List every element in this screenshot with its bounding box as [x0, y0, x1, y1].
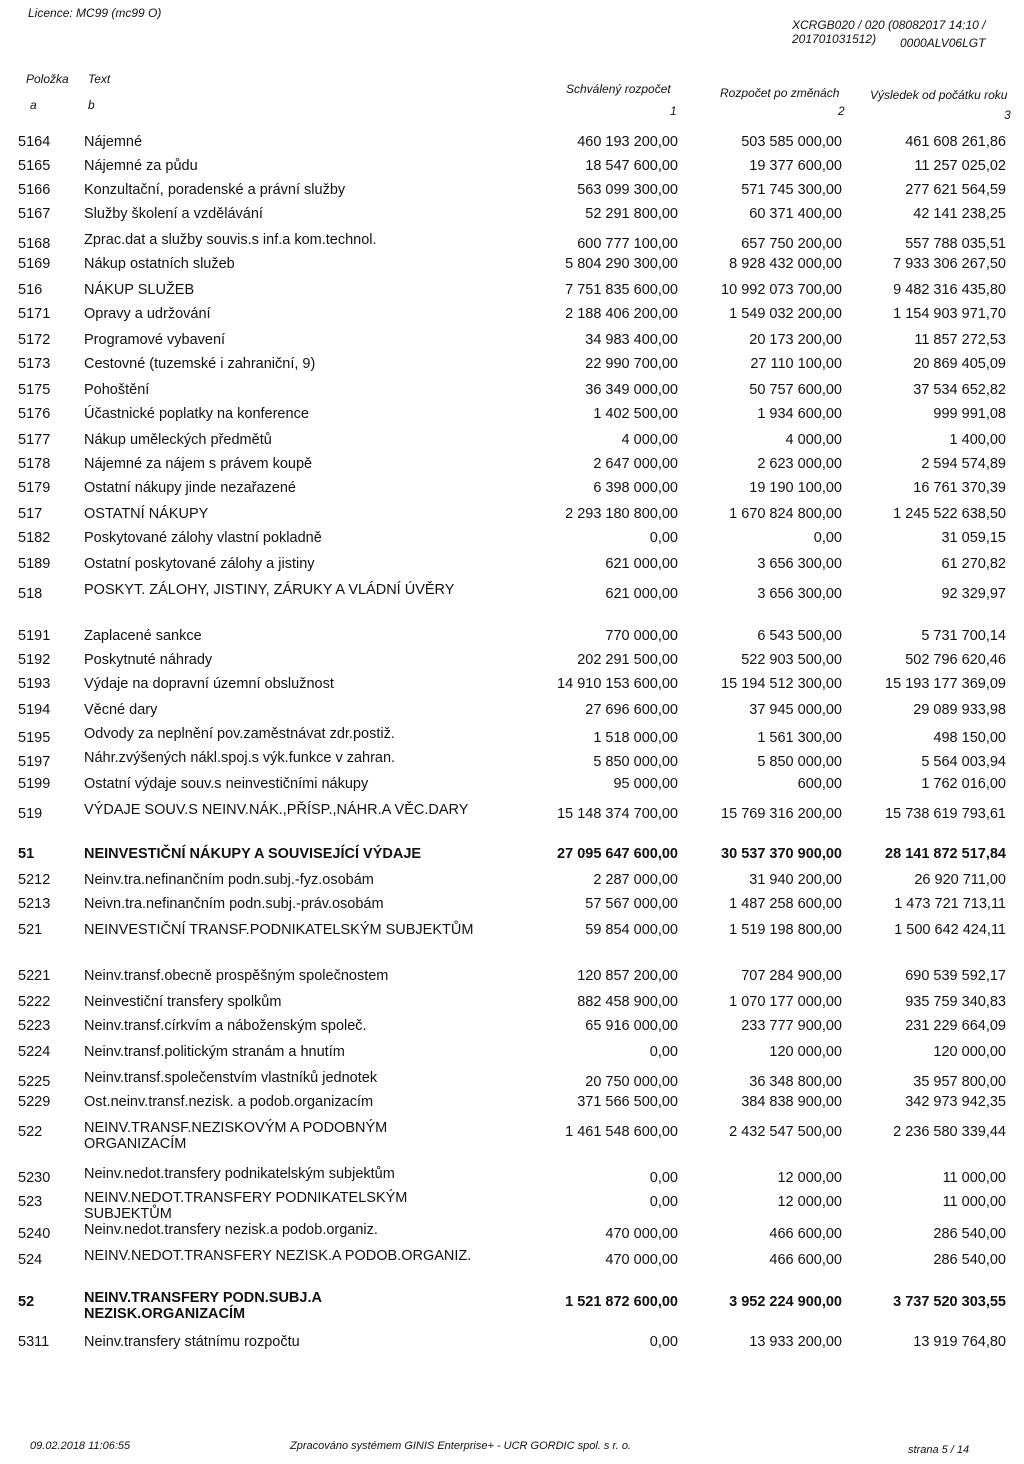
row-result: 16 761 370,39 — [913, 480, 1006, 496]
row-approved: 57 567 000,00 — [585, 896, 678, 912]
col-header-amended-sub: 2 — [838, 104, 845, 118]
row-result: 1 762 016,00 — [921, 776, 1006, 792]
row-result: 935 759 340,83 — [905, 994, 1006, 1010]
row-text: Neinvestiční transfery spolkům — [84, 994, 282, 1010]
row-code: 5222 — [18, 994, 51, 1010]
row-amended: 1 561 300,00 — [757, 730, 842, 746]
row-code: 517 — [18, 506, 43, 522]
row-approved: 470 000,00 — [605, 1226, 678, 1242]
row-approved: 20 750 000,00 — [585, 1074, 678, 1090]
row-code: 5230 — [18, 1170, 51, 1186]
row-code: 516 — [18, 282, 43, 298]
row-approved: 621 000,00 — [605, 586, 678, 602]
row-amended: 19 377 600,00 — [749, 158, 842, 174]
row-approved: 2 293 180 800,00 — [565, 506, 678, 522]
col-header-result-sub: 3 — [1004, 108, 1011, 122]
row-code: 5225 — [18, 1074, 51, 1090]
licence-label: Licence: MC99 (mc99 O) — [28, 6, 162, 20]
row-approved: 0,00 — [649, 1194, 678, 1210]
row-approved: 59 854 000,00 — [585, 922, 678, 938]
row-amended: 12 000,00 — [777, 1170, 842, 1186]
row-amended: 3 656 300,00 — [757, 586, 842, 602]
row-text: Nájemné za půdu — [84, 158, 198, 174]
row-approved: 770 000,00 — [605, 628, 678, 644]
row-approved: 371 566 500,00 — [577, 1094, 678, 1110]
row-text: Věcné dary — [84, 702, 158, 718]
row-text: Neinv.transf.církvím a náboženským společ. — [84, 1018, 367, 1034]
row-approved: 65 916 000,00 — [585, 1018, 678, 1034]
col-header-text-sub: b — [88, 98, 95, 112]
row-code: 5197 — [18, 754, 51, 770]
row-amended: 1 670 824 800,00 — [729, 506, 842, 522]
row-approved: 2 287 000,00 — [593, 872, 678, 888]
row-text: Programové vybavení — [84, 332, 226, 348]
row-code: 5168 — [18, 236, 51, 252]
row-approved: 1 402 500,00 — [593, 406, 678, 422]
report-id: 0000ALV06LGT — [900, 36, 986, 50]
row-text: Neinv.nedot.transfery podnikatelským subjektům — [84, 1166, 395, 1182]
row-code: 5229 — [18, 1094, 51, 1110]
row-approved: 52 291 800,00 — [585, 206, 678, 222]
row-result: 7 933 306 267,50 — [893, 256, 1006, 272]
row-amended: 12 000,00 — [777, 1194, 842, 1210]
row-result: 277 621 564,59 — [905, 182, 1006, 198]
row-text: NEINV.TRANSFERY PODN.SUBJ.A NEZISK.ORGANIZACÍM — [84, 1290, 322, 1322]
row-code: 523 — [18, 1194, 43, 1210]
row-amended: 120 000,00 — [769, 1044, 842, 1060]
col-header-amended: Rozpočet po změnách — [720, 86, 840, 100]
row-code: 5193 — [18, 676, 51, 692]
row-code: 5166 — [18, 182, 51, 198]
row-result: 11 857 272,53 — [914, 332, 1006, 348]
row-text: Neinv.transf.politickým stranám a hnutím — [84, 1044, 345, 1060]
row-result: 1 154 903 971,70 — [893, 306, 1006, 322]
row-code: 5195 — [18, 730, 51, 746]
row-result: 2 594 574,89 — [921, 456, 1006, 472]
row-amended: 657 750 200,00 — [741, 236, 842, 252]
row-amended: 384 838 900,00 — [741, 1094, 842, 1110]
row-code: 52 — [18, 1294, 35, 1310]
row-text: NEINV.NEDOT.TRANSFERY NEZISK.A PODOB.ORGANIZ. — [84, 1248, 472, 1264]
row-text: Poskytnuté náhrady — [84, 652, 213, 668]
row-amended: 20 173 200,00 — [749, 332, 842, 348]
row-amended: 6 543 500,00 — [757, 628, 842, 644]
row-result: 5 731 700,14 — [921, 628, 1006, 644]
row-result: 42 141 238,25 — [913, 206, 1006, 222]
row-text: NEINV.NEDOT.TRANSFERY PODNIKATELSKÝM SUBJEKTŮM — [84, 1190, 408, 1222]
row-amended: 2 432 547 500,00 — [729, 1124, 842, 1140]
row-text: Neinv.tra.nefinančním podn.subj.-fyz.osobám — [84, 872, 374, 888]
row-result: 61 270,82 — [941, 556, 1006, 572]
row-code: 5192 — [18, 652, 51, 668]
row-approved: 27 696 600,00 — [585, 702, 678, 718]
report-code: XCRGB020 / 020 (08082017 14:10 / 201701031512) — [792, 18, 986, 46]
row-text: Neinv.transfery státnímu rozpočtu — [84, 1334, 300, 1350]
row-result: 15 193 177 369,09 — [885, 676, 1006, 692]
row-approved: 202 291 500,00 — [577, 652, 678, 668]
row-result: 11 257 025,02 — [914, 158, 1006, 174]
produced-by: Zpracováno systémem GINIS Enterprise+ - UCR GORDIC spol. s r. o. — [290, 1440, 631, 1452]
row-approved: 0,00 — [649, 530, 678, 546]
row-text: Služby školení a vzdělávání — [84, 206, 263, 222]
row-code: 5189 — [18, 556, 51, 572]
row-approved: 18 547 600,00 — [585, 158, 678, 174]
row-amended: 571 745 300,00 — [741, 182, 842, 198]
row-text: Konzultační, poradenské a právní služby — [84, 182, 346, 198]
col-header-result: Výsledek od počátku roku — [870, 88, 1008, 102]
row-approved: 621 000,00 — [605, 556, 678, 572]
row-approved: 460 193 200,00 — [577, 134, 678, 150]
row-result: 690 539 592,17 — [905, 968, 1006, 984]
row-result: 502 796 620,46 — [905, 652, 1006, 668]
row-amended: 13 933 200,00 — [749, 1334, 842, 1350]
row-text: Ost.neinv.transf.nezisk. a podob.organizacím — [84, 1094, 374, 1110]
row-code: 5213 — [18, 896, 51, 912]
row-approved: 470 000,00 — [605, 1252, 678, 1268]
row-amended: 503 585 000,00 — [741, 134, 842, 150]
row-approved: 0,00 — [649, 1170, 678, 1186]
row-code: 5175 — [18, 382, 51, 398]
row-amended: 8 928 432 000,00 — [729, 256, 842, 272]
row-amended: 31 940 200,00 — [749, 872, 842, 888]
row-amended: 3 952 224 900,00 — [729, 1294, 842, 1310]
row-approved: 4 000,00 — [621, 432, 678, 448]
row-approved: 120 857 200,00 — [577, 968, 678, 984]
row-result: 231 229 664,09 — [905, 1018, 1006, 1034]
row-code: 5194 — [18, 702, 51, 718]
row-amended: 1 487 258 600,00 — [729, 896, 842, 912]
row-result: 31 059,15 — [941, 530, 1006, 546]
row-result: 342 973 942,35 — [905, 1094, 1006, 1110]
row-amended: 466 600,00 — [769, 1226, 842, 1242]
row-code: 5179 — [18, 480, 51, 496]
row-code: 5165 — [18, 158, 51, 174]
col-header-text: Text — [88, 72, 111, 86]
row-result: 286 540,00 — [933, 1226, 1006, 1242]
row-amended: 19 190 100,00 — [749, 480, 842, 496]
row-amended: 30 537 370 900,00 — [721, 846, 842, 862]
row-code: 519 — [18, 806, 43, 822]
row-amended: 15 769 316 200,00 — [721, 806, 842, 822]
row-result: 20 869 405,09 — [913, 356, 1006, 372]
row-approved: 2 188 406 200,00 — [565, 306, 678, 322]
row-result: 461 608 261,86 — [905, 134, 1006, 150]
row-code: 5224 — [18, 1044, 51, 1060]
col-header-approved-sub: 1 — [670, 104, 677, 118]
row-code: 524 — [18, 1252, 43, 1268]
row-amended: 37 945 000,00 — [749, 702, 842, 718]
row-code: 5177 — [18, 432, 51, 448]
row-text: NEINV.TRANSF.NEZISKOVÝM A PODOBNÝM ORGANIZACÍM — [84, 1120, 388, 1152]
row-approved: 6 398 000,00 — [593, 480, 678, 496]
row-result: 3 737 520 303,55 — [893, 1294, 1006, 1310]
row-code: 5221 — [18, 968, 51, 984]
row-text: Neinv.transf.obecně prospěšným společnostem — [84, 968, 389, 984]
row-approved: 5 850 000,00 — [593, 754, 678, 770]
row-result: 5 564 003,94 — [921, 754, 1006, 770]
row-result: 1 400,00 — [949, 432, 1006, 448]
row-text: Odvody za neplnění pov.zaměstnávat zdr.postiž. — [84, 726, 395, 742]
row-amended: 600,00 — [797, 776, 842, 792]
row-text: Zprac.dat a služby souvis.s inf.a kom.technol. — [84, 232, 377, 248]
row-code: 5311 — [18, 1334, 50, 1350]
page-number: strana 5 / 14 — [908, 1444, 970, 1456]
col-header-item-sub: a — [30, 98, 37, 112]
row-result: 29 089 933,98 — [913, 702, 1006, 718]
row-text: NEINVESTIČNÍ TRANSF.PODNIKATELSKÝM SUBJEKTŮM — [84, 922, 474, 938]
row-approved: 0,00 — [649, 1044, 678, 1060]
row-text: OSTATNÍ NÁKUPY — [84, 506, 209, 522]
row-approved: 15 148 374 700,00 — [557, 806, 678, 822]
row-text: Neinv.nedot.transfery nezisk.a podob.organiz. — [84, 1222, 378, 1238]
row-result: 92 329,97 — [941, 586, 1006, 602]
row-approved: 600 777 100,00 — [577, 236, 678, 252]
row-text: Zaplacené sankce — [84, 628, 202, 644]
row-code: 5169 — [18, 256, 51, 272]
row-text: Nájemné za nájem s právem koupě — [84, 456, 313, 472]
row-approved: 5 804 290 300,00 — [565, 256, 678, 272]
row-approved: 7 751 835 600,00 — [565, 282, 678, 298]
row-code: 5176 — [18, 406, 51, 422]
row-text: Cestovné (tuzemské i zahraniční, 9) — [84, 356, 316, 372]
row-result: 26 920 711,00 — [914, 872, 1006, 888]
row-amended: 0,00 — [813, 530, 842, 546]
row-amended: 36 348 800,00 — [749, 1074, 842, 1090]
row-amended: 3 656 300,00 — [757, 556, 842, 572]
row-amended: 1 549 032 200,00 — [729, 306, 842, 322]
row-result: 15 738 619 793,61 — [885, 806, 1006, 822]
row-approved: 36 349 000,00 — [585, 382, 678, 398]
row-code: 5182 — [18, 530, 51, 546]
row-approved: 0,00 — [649, 1334, 678, 1350]
row-text: Výdaje na dopravní územní obslužnost — [84, 676, 334, 692]
row-text: Nájemné — [84, 134, 143, 150]
row-result: 11 000,00 — [942, 1194, 1006, 1210]
row-result: 28 141 872 517,84 — [885, 846, 1006, 862]
row-text: Ostatní poskytované zálohy a jistiny — [84, 556, 315, 572]
row-approved: 563 099 300,00 — [577, 182, 678, 198]
row-code: 521 — [18, 922, 43, 938]
row-result: 120 000,00 — [933, 1044, 1006, 1060]
row-code: 5173 — [18, 356, 51, 372]
row-approved: 882 458 900,00 — [577, 994, 678, 1010]
row-text: Neivn.tra.nefinančním podn.subj.-práv.osobám — [84, 896, 384, 912]
row-amended: 2 623 000,00 — [757, 456, 842, 472]
row-result: 11 000,00 — [942, 1170, 1006, 1186]
row-code: 51 — [18, 846, 35, 862]
row-text: POSKYT. ZÁLOHY, JISTINY, ZÁRUKY A VLÁDNÍ ÚVĚRY — [84, 582, 455, 598]
row-code: 5172 — [18, 332, 51, 348]
row-result: 2 236 580 339,44 — [893, 1124, 1006, 1140]
row-result: 13 919 764,80 — [913, 1334, 1006, 1350]
row-approved: 22 990 700,00 — [585, 356, 678, 372]
row-text: Pohoštění — [84, 382, 150, 398]
row-result: 1 500 642 424,11 — [894, 922, 1006, 938]
row-amended: 4 000,00 — [785, 432, 842, 448]
row-text: Ostatní nákupy jinde nezařazené — [84, 480, 296, 496]
row-result: 1 245 522 638,50 — [893, 506, 1006, 522]
row-approved: 2 647 000,00 — [593, 456, 678, 472]
row-text: Opravy a udržování — [84, 306, 211, 322]
row-amended: 60 371 400,00 — [749, 206, 842, 222]
row-result: 286 540,00 — [933, 1252, 1006, 1268]
row-approved: 1 521 872 600,00 — [565, 1294, 678, 1310]
row-amended: 50 757 600,00 — [749, 382, 842, 398]
row-code: 518 — [18, 586, 43, 602]
row-amended: 1 519 198 800,00 — [729, 922, 842, 938]
row-code: 5171 — [18, 306, 51, 322]
row-result: 9 482 316 435,80 — [893, 282, 1006, 298]
row-amended: 27 110 100,00 — [750, 356, 842, 372]
row-code: 5212 — [18, 872, 51, 888]
row-text: VÝDAJE SOUV.S NEINV.NÁK.,PŘÍSP.,NÁHR.A VĚC.DARY — [84, 802, 469, 818]
row-code: 5223 — [18, 1018, 51, 1034]
row-result: 35 957 800,00 — [913, 1074, 1006, 1090]
row-result: 999 991,08 — [933, 406, 1006, 422]
row-amended: 466 600,00 — [769, 1252, 842, 1268]
row-amended: 15 194 512 300,00 — [721, 676, 842, 692]
row-amended: 522 903 500,00 — [741, 652, 842, 668]
col-header-approved: Schválený rozpočet — [566, 82, 671, 96]
row-amended: 1 934 600,00 — [757, 406, 842, 422]
row-result: 37 534 652,82 — [913, 382, 1006, 398]
row-code: 5167 — [18, 206, 51, 222]
row-result: 557 788 035,51 — [905, 236, 1006, 252]
print-timestamp: 09.02.2018 11:06:55 — [30, 1440, 131, 1452]
row-approved: 34 983 400,00 — [585, 332, 678, 348]
row-text: Neinv.transf.společenstvím vlastníků jednotek — [84, 1070, 378, 1086]
col-header-item: Položka — [26, 72, 69, 86]
row-amended: 10 992 073 700,00 — [721, 282, 842, 298]
row-amended: 5 850 000,00 — [757, 754, 842, 770]
row-approved: 1 518 000,00 — [593, 730, 678, 746]
row-code: 5199 — [18, 776, 51, 792]
row-text: NÁKUP SLUŽEB — [84, 282, 195, 298]
row-amended: 707 284 900,00 — [741, 968, 842, 984]
row-approved: 27 095 647 600,00 — [557, 846, 678, 862]
row-text: Náhr.zvýšených nákl.spoj.s výk.funkce v zahran. — [84, 750, 396, 766]
row-code: 522 — [18, 1124, 43, 1140]
row-amended: 1 070 177 000,00 — [729, 994, 842, 1010]
row-code: 5191 — [18, 628, 51, 644]
row-approved: 95 000,00 — [613, 776, 678, 792]
row-result: 498 150,00 — [933, 730, 1006, 746]
row-approved: 14 910 153 600,00 — [557, 676, 678, 692]
row-text: Poskytované zálohy vlastní pokladně — [84, 530, 322, 546]
row-text: Ostatní výdaje souv.s neinvestičními nákupy — [84, 776, 369, 792]
row-amended: 233 777 900,00 — [741, 1018, 842, 1034]
row-code: 5178 — [18, 456, 51, 472]
row-code: 5240 — [18, 1226, 51, 1242]
row-text: Nákup ostatních služeb — [84, 256, 235, 272]
row-text: NEINVESTIČNÍ NÁKUPY A SOUVISEJÍCÍ VÝDAJE — [84, 846, 422, 862]
row-text: Nákup uměleckých předmětů — [84, 432, 272, 448]
row-code: 5164 — [18, 134, 51, 150]
row-text: Účastnické poplatky na konference — [84, 406, 309, 422]
row-result: 1 473 721 713,11 — [894, 896, 1006, 912]
row-approved: 1 461 548 600,00 — [565, 1124, 678, 1140]
